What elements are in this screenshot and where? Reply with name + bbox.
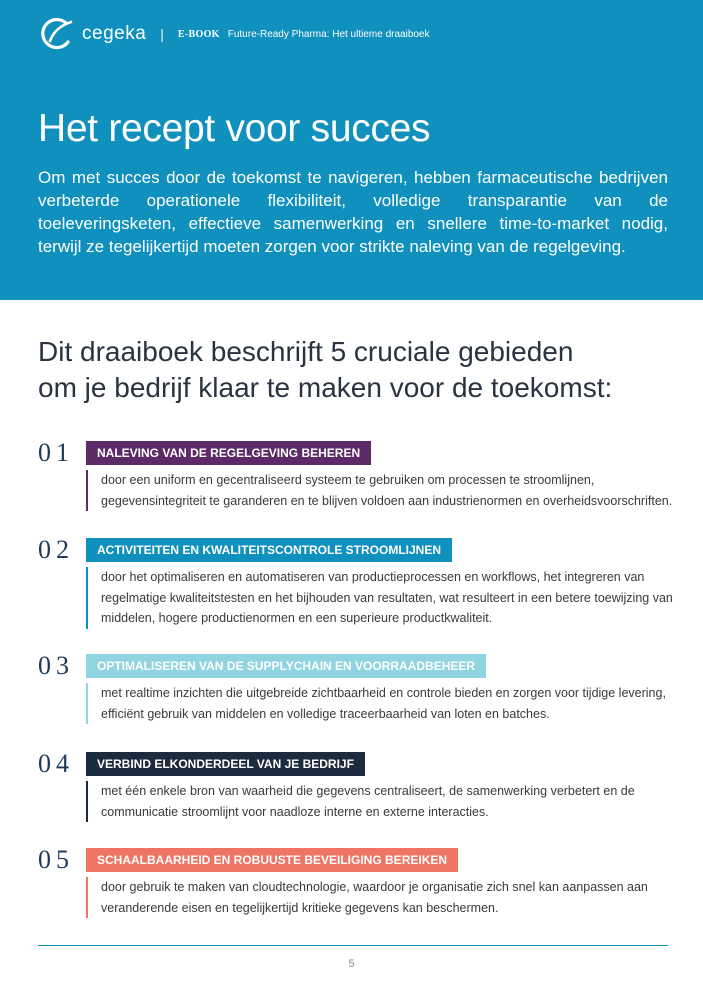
item-title-badge: SCHAALBAARHEID EN ROBUUSTE BEVEILIGING BEREIKEN	[86, 848, 458, 872]
item-number: 03	[38, 651, 74, 680]
item-number: 01	[38, 438, 74, 467]
item-description: door het optimaliseren en automatiseren van productieprocessen en workflows, het integreren van regelmatige kwaliteitstesten en het bijhouden van resultaten, wat resulteert in een betere toewijzing van middelen, hogere productienormen en een superieure productkwaliteit.	[86, 567, 693, 629]
item-title-badge: ACTIVITEITEN EN KWALITEITSCONTROLE STROOMLIJNEN	[86, 538, 452, 562]
item-title-badge: OPTIMALISEREN VAN DE SUPPLYCHAIN EN VOORRAADBEHEER	[86, 654, 486, 678]
subtitle-line-1: Dit draaiboek beschrijft 5 cruciale gebieden	[38, 336, 574, 367]
header-bar	[38, 16, 430, 52]
doc-title: Future-Ready Pharma: Het ultieme draaiboek	[227, 28, 430, 40]
subtitle-line-2: om je bedrijf klaar te maken voor de toekomst:	[38, 372, 613, 403]
item-description: door gebruik te maken van cloudtechnologie, waardoor je organisatie zich snel kan aanpassen aan veranderende eisen en tegelijkertijd kritieke gegevens kan beschermen.	[86, 877, 693, 918]
intro-paragraph: Om met succes door de toekomst te navigeren, hebben farmaceutische bedrijven verbeterde operationele flexibiliteit, volledige transparantie van de toeleveringsketen, effectieve samenwerking en snellere time-to-market nodig, terwijl ze tegelijkertijd moeten zorgen voor strikte naleving van de regelgeving.	[38, 168, 668, 256]
page-title: Het recept voor succes	[38, 107, 431, 150]
focus-area-2	[38, 535, 678, 635]
page-number: 5	[348, 958, 355, 970]
item-number: 04	[38, 749, 74, 778]
cegeka-logo-icon	[38, 16, 76, 52]
focus-area-5	[38, 845, 678, 925]
section-subtitle	[38, 334, 678, 406]
header-separator: |	[160, 26, 164, 42]
hero-banner	[0, 0, 703, 300]
item-description: door een uniform en gecentraliseerd systeem te gebruiken om processen te stroomlijnen, gegevensintegriteit te garanderen en te blijven voldoen aan industrienormen en overheidsvoorschriften.	[86, 470, 693, 511]
item-description: met één enkele bron van waarheid die gegevens centraliseert, de samenwerking verbetert en de communicatie stroomlijnt voor naadloze interne en externe interacties.	[86, 781, 693, 822]
item-number: 05	[38, 845, 74, 874]
focus-area-4	[38, 749, 678, 829]
focus-area-3	[38, 651, 678, 731]
item-title-badge: VERBIND ELKONDERDEEL VAN JE BEDRIJF	[86, 752, 365, 776]
logo-text: cegeka	[82, 23, 147, 44]
item-title-badge: NALEVING VAN DE REGELGEVING BEHEREN	[86, 441, 371, 465]
focus-area-1	[38, 438, 678, 530]
item-description: met realtime inzichten die uitgebreide zichtbaarheid en controle bieden en zorgen voor tijdige levering, efficiënt gebruik van middelen en volledige traceerbaarheid van loten en batches.	[86, 683, 693, 724]
doc-type-label: E-BOOK	[177, 28, 220, 40]
item-number: 02	[38, 535, 74, 564]
footer-divider	[38, 945, 668, 946]
